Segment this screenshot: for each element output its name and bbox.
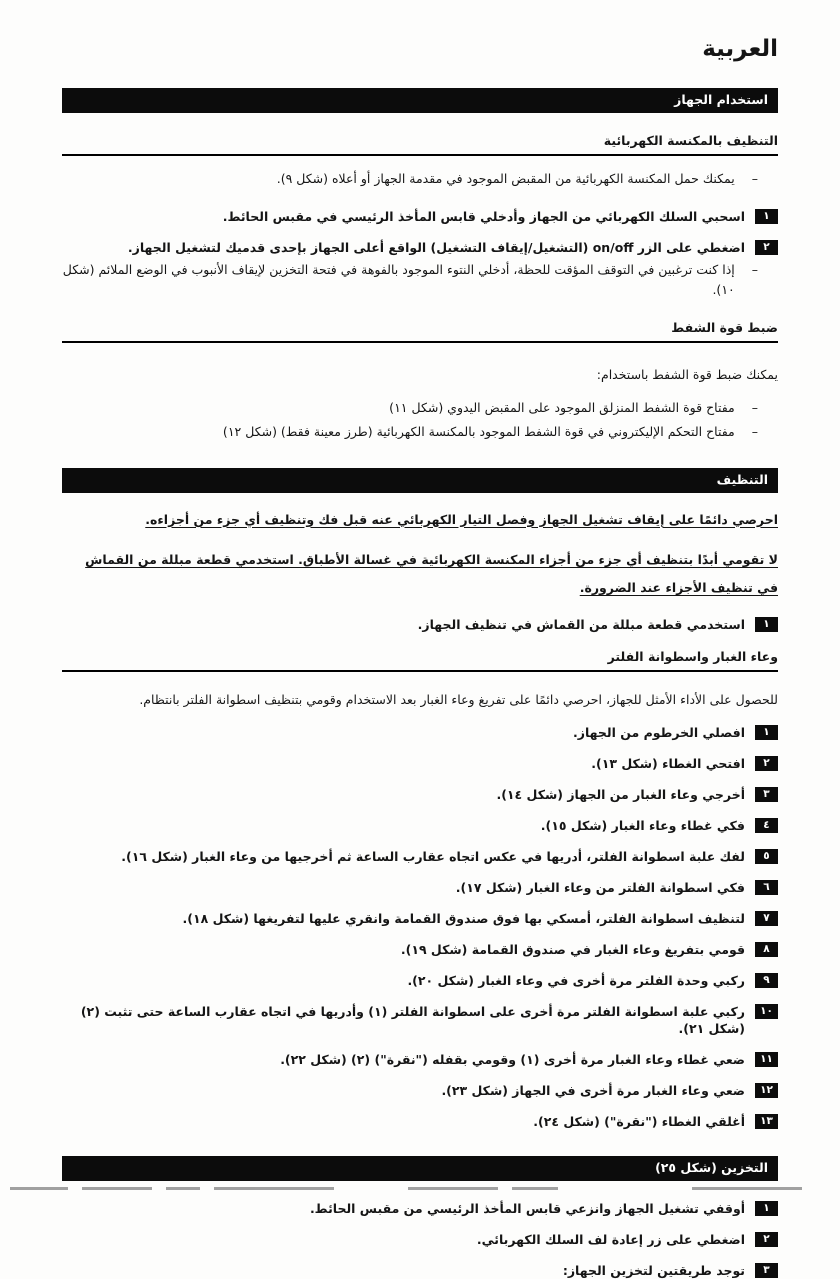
step-text: ركبي علبة اسطوانة الفلتر مرة أخرى على اسطوانة الفلتر (١) وأدريها في اتجاه عقارب الساعة حتى تثبت (٢) (شكل ٢١).: [80, 1004, 745, 1036]
warning-unplug: احرصي دائمًا على إيقاف تشغيل الجهاز وفصل التيار الكهربائي عنه قبل فك وتنظيف أي جزء من أجزاءه.: [145, 511, 778, 527]
step-number-badge: ٧: [755, 911, 778, 926]
note-carry: [62, 169, 778, 189]
dash-marker: –: [751, 262, 758, 277]
step-number-badge: ١٣: [755, 1114, 778, 1129]
step-number-badge: ٦: [755, 880, 778, 895]
manual-page: [62, 0, 778, 1279]
note-text: مفتاح التحكم الإليكتروني في قوة الشفط الموجود بالمكنسة الكهربائية (طرز معينة فقط) (شكل ١٢): [222, 423, 735, 439]
step-text: اسحبي السلك الكهربائي من الجهاز وأدخلي قابس المأخذ الرئيسي في مقبس الحائط.: [222, 209, 745, 224]
step-number-badge: ٢: [755, 756, 778, 771]
dash-marker: –: [751, 399, 758, 415]
step-text: استخدمي قطعة مبللة من القماش في تنظيف الجهاز.: [417, 617, 745, 632]
step-text: لفك علبة اسطوانة الفلتر، أدريها في عكس اتجاه عقارب الساعة ثم أخرجيها من وعاء الغبار (شكل ١٦).: [121, 849, 745, 864]
filter-step-row: [62, 1113, 778, 1130]
dash-marker: –: [751, 171, 758, 186]
note-text: يمكنك حمل المكنسة الكهربائية من المقبض الموجود في مقدمة الجهاز أو أعلاه (شكل ٩).: [276, 171, 735, 186]
section-bar-storage: التخزين (شكل ٢٥): [62, 1156, 778, 1181]
step-number-badge: ٣: [755, 787, 778, 802]
heading-suction-power: ضبط قوة الشفط: [62, 320, 778, 343]
section-bar-usage: استخدام الجهاز: [62, 88, 778, 113]
step-number-badge: ٢: [755, 1232, 778, 1247]
section-bar-cleaning: التنظيف: [62, 468, 778, 493]
filter-step-row: [62, 848, 778, 865]
page-title: العربية: [702, 36, 778, 62]
step-number-badge: ٥: [755, 849, 778, 864]
step-text: توجد طريقتين لتخزين الجهاز:: [562, 1263, 745, 1278]
filter-step-row: [62, 1051, 778, 1068]
step-number-badge: ٢: [755, 240, 778, 255]
filter-step-row: [62, 972, 778, 989]
step-text: اضغطي على الزر on/off (التشغيل/إيقاف التشغيل) الواقع أعلى الجهاز بإحدى قدميك لتشغيل الجهاز.: [127, 240, 745, 255]
step-text: افصلي الخرطوم من الجهاز.: [573, 725, 745, 740]
step-text: ركبي وحدة الفلتر مرة أخرى في وعاء الغبار (شكل ٢٠).: [407, 973, 745, 988]
cleaning-step-row: [62, 616, 778, 633]
step-number-badge: ١١: [755, 1052, 778, 1067]
warning-no-dishwasher: لا تقومي أبدًا بتنظيف أي جزء من أجزاء المكنسة الكهربائية في غسالة الأطباق. استخدمي قطعة مبللة من القماش في تنظيف الأجزاء عند الضرورة.: [85, 552, 778, 595]
note-text: مفتاح قوة الشفط المنزلق الموجود على المقبض اليدوي (شكل ١١): [389, 399, 735, 415]
step-number-badge: ١: [755, 725, 778, 740]
step-text: قومي بتفريغ وعاء الغبار في صندوق القمامة (شكل ١٩).: [400, 942, 745, 957]
step-number-badge: ١: [755, 1201, 778, 1216]
step-number-badge: ٩: [755, 973, 778, 988]
step-text: أوقفي تشغيل الجهاز وانزعي قابس المأخذ الرئيسي من مقبس الحائط.: [309, 1201, 745, 1216]
filter-step-row: [62, 786, 778, 803]
step-number-badge: ٤: [755, 818, 778, 833]
filter-step-row: [62, 1082, 778, 1099]
heading-dust-container: وعاء الغبار واسطوانة الفلتر: [62, 649, 778, 672]
step-text: ضعي غطاء وعاء الغبار مرة أخرى (١) وقومي بقفله ("نقرة") (٢) (شكل ٢٢).: [280, 1052, 745, 1067]
heading-vacuum-cleaning: التنظيف بالمكنسة الكهربائية: [62, 133, 778, 156]
filter-step-row: [62, 941, 778, 958]
step-text: أغلقي الغطاء ("نقرة") (شكل ٢٤).: [533, 1114, 745, 1129]
usage-step-row: [62, 208, 778, 225]
note-text: إذا كنت ترغبين في التوقف المؤقت للحظة، أدخلي النتوء الموجود بالفوهة في فتحة التخزين لإيقاف الأنبوب في الوضع الملائم (شكل ١٠).: [62, 262, 735, 297]
step-text: أخرجي وعاء الغبار من الجهاز (شكل ١٤).: [496, 787, 745, 802]
suction-intro: يمكنك ضبط قوة الشفط باستخدام:: [596, 367, 778, 382]
step-number-badge: ١٠: [755, 1004, 778, 1019]
dust-container-intro: للحصول على الأداء الأمثل للجهاز، احرصي دائمًا على تفريغ وعاء الغبار بعد الاستخدام وقومي بتنظيف اسطوانة الفلتر بانتظام.: [139, 692, 778, 707]
step-text: لتنظيف اسطوانة الفلتر، أمسكي بها فوق صندوق القمامة وانقري عليها لتفريغها (شكل ١٨).: [182, 911, 745, 926]
filter-step-row: [62, 755, 778, 772]
filter-step-row: [62, 879, 778, 896]
step-text: فكي اسطوانة الفلتر من وعاء الغبار (شكل ١٧).: [455, 880, 745, 895]
step-text: ضعي وعاء الغبار مرة أخرى في الجهاز (شكل ٢٣).: [441, 1083, 745, 1098]
note-pause: [62, 260, 778, 300]
step-text: فكي غطاء وعاء الغبار (شكل ١٥).: [540, 818, 745, 833]
step-text: اضغطي على زر إعادة لف السلك الكهربائي.: [476, 1232, 745, 1247]
filter-step-row: [62, 817, 778, 834]
usage-step-row: [62, 239, 778, 256]
dash-marker: –: [751, 423, 758, 439]
step-number-badge: ٨: [755, 942, 778, 957]
filter-step-row: [62, 724, 778, 741]
suction-option: [62, 398, 778, 418]
filter-step-row: [62, 910, 778, 927]
step-number-badge: ١٢: [755, 1083, 778, 1098]
storage-step-row: [62, 1231, 778, 1248]
step-number-badge: ٣: [755, 1263, 778, 1278]
suction-option: [62, 422, 778, 442]
step-text: افتحي الغطاء (شكل ١٣).: [591, 756, 745, 771]
storage-step-row: [62, 1262, 778, 1279]
step-number-badge: ١: [755, 617, 778, 632]
step-number-badge: ١: [755, 209, 778, 224]
footer-print-marks: [10, 1185, 830, 1190]
filter-step-row: [62, 1003, 778, 1037]
storage-step-row: [62, 1200, 778, 1217]
